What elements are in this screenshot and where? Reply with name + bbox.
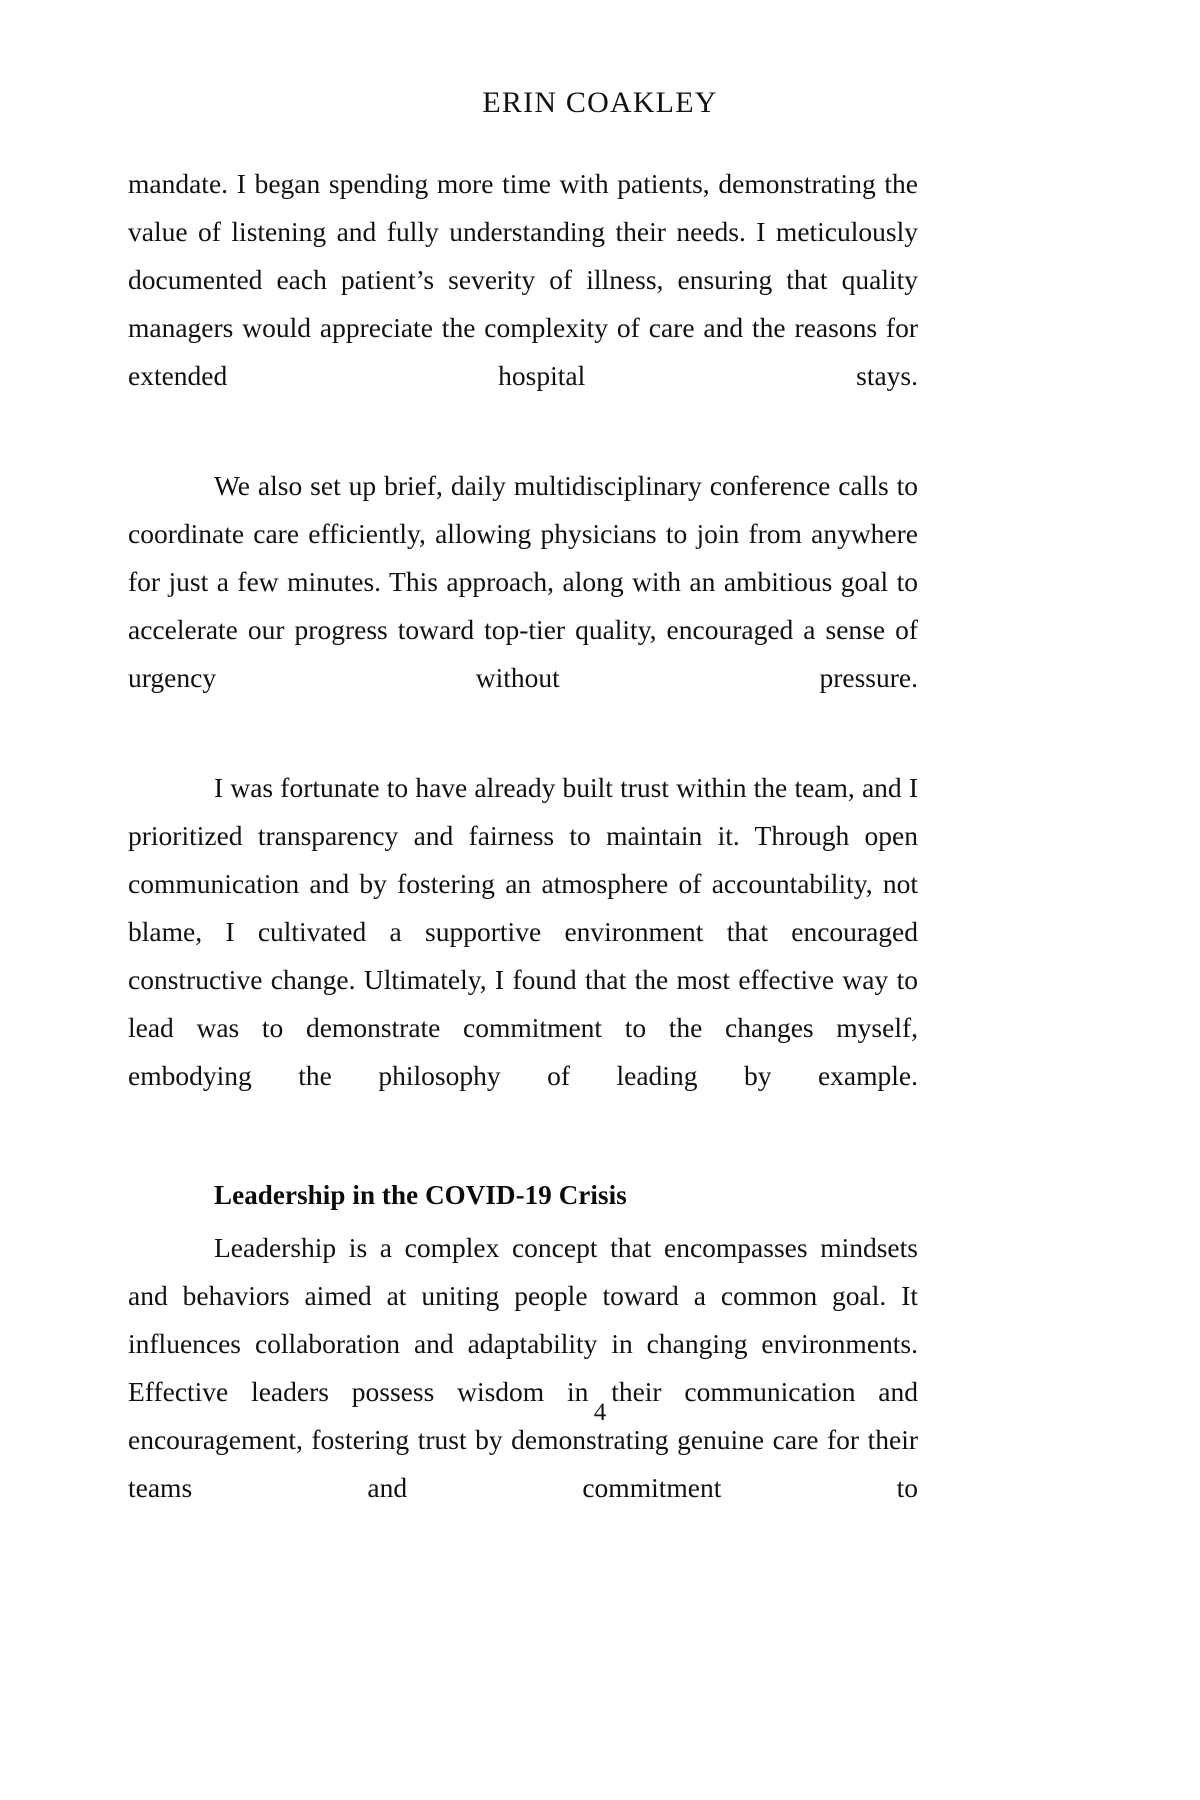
section-heading: Leadership in the COVID-19 Crisis (214, 1180, 627, 1210)
paragraph-2: We also set up brief, daily multidisciplinary conference calls to coordinate care efficiently, allowing physicians to join from anywhere for just a few minutes. This approach, along with an ambitious goal to accelerate our progress toward top-tier quality, encouraged a sense of urgency without pressure. (128, 470, 918, 693)
page-number: 4 (593, 1399, 607, 1426)
paragraph-1: mandate. I began spending more time with patients, demonstrating the value of listening and fully understanding their needs. I meticulously documented each patient’s severity of illness, ensuring that quality managers would appreciate the complexity of care and the reasons for extended hospital stays. (128, 168, 918, 391)
paragraph-4: Leadership is a complex concept that encompasses mindsets and behaviors aimed at uniting people toward a common goal. It influences collaboration and adaptability in changing environments. Effective leaders possess wisdom in their communication and encouragement, fostering trust by demonstrating genuine care for their teams and commitment to (128, 1232, 918, 1503)
running-header: ERIN COAKLEY (482, 86, 718, 119)
body-text-column (128, 160, 918, 1560)
paragraph-3: I was fortunate to have already built trust within the team, and I prioritized transparency and fairness to maintain it. Through open communication and by fostering an atmosphere of accountability, not blame, I cultivated a supportive environment that encouraged constructive change. Ultimately, I found that the most effective way to lead was to demonstrate commitment to the changes myself, embodying the philosophy of leading by example. (128, 772, 918, 1091)
